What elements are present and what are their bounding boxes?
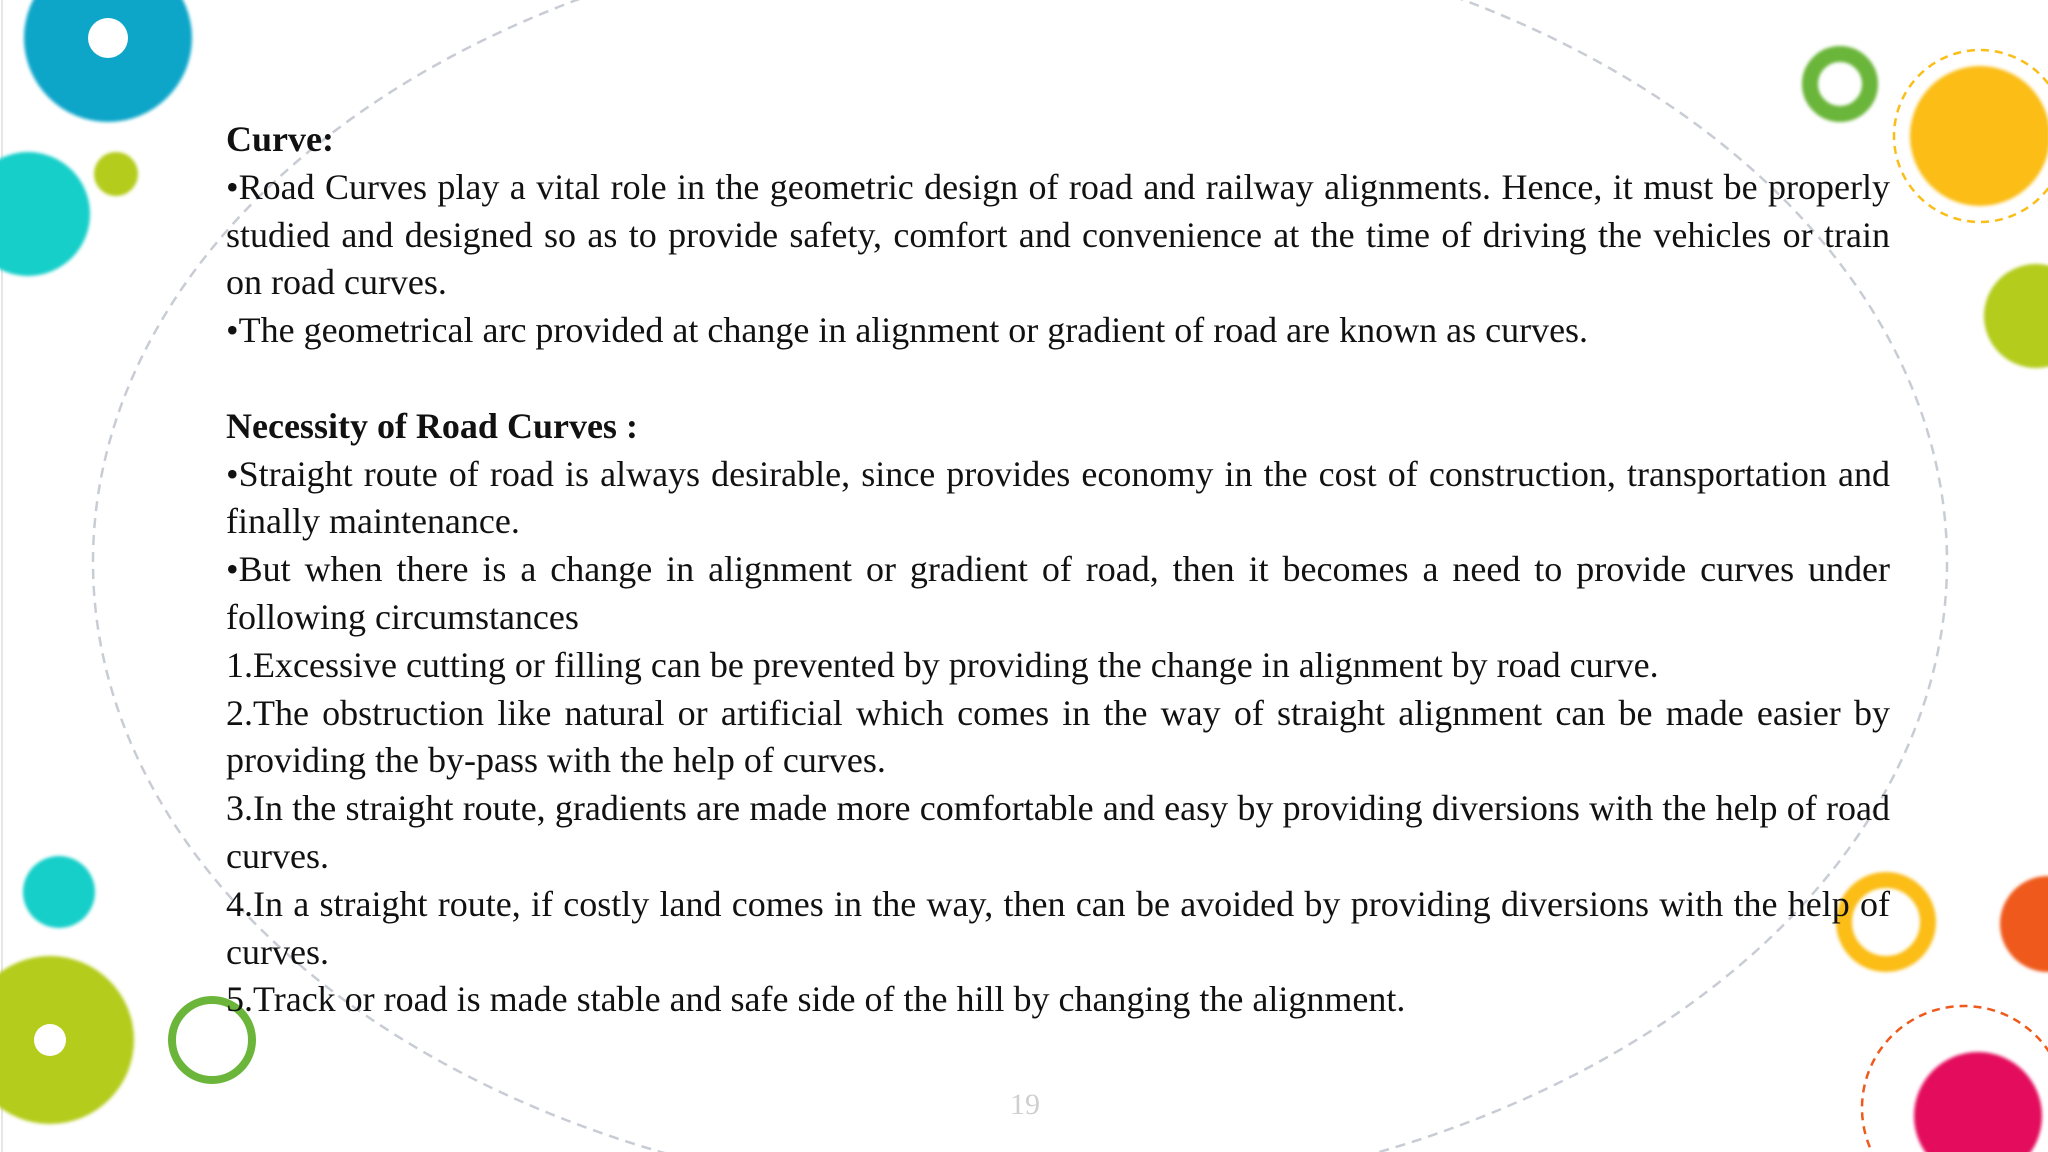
list-item-3: 3.In the straight route, gradients are made more comfortable and easy by providing diversions with the help of road curves. <box>226 788 1890 876</box>
blue-ring-hole <box>88 18 128 58</box>
slide-content <box>226 116 1890 1024</box>
teal-circle-bottom <box>23 856 95 928</box>
lime-ring-hole <box>34 1024 66 1056</box>
page-number: 19 <box>1010 1088 1040 1121</box>
list-item-2: 2.The obstruction like natural or artificial which comes in the way of straight alignment can be made easier by providing the by-pass with the help of curves. <box>226 692 1890 781</box>
list-item-4: 4.In a straight route, if costly land comes in the way, then can be avoided by providing diversions with the help of curves. <box>226 883 1890 972</box>
pink-circle <box>1914 1052 2042 1152</box>
curve-bullet-1: •Road Curves play a vital role in the geometric design of road and railway alignments. Hence, it must be properly studied and designed so as to provide safety, comfort and convenience at the time of driving the vehicles or train on road curves. <box>226 166 1890 303</box>
lime-circle-right <box>1984 264 2048 368</box>
list-item-5: 5.Track or road is made stable and safe side of the hill by changing the alignment. <box>226 979 1406 1020</box>
necessity-bullet-1: •Straight route of road is always desirable, since provides economy in the cost of construction, transportation and finally maintenance. <box>226 453 1890 542</box>
lime-ring-circle <box>0 956 134 1124</box>
curve-bullet-2: •The geometrical arc provided at change in alignment or gradient of road are known as curves. <box>226 310 1589 351</box>
green-ring-top-right <box>1810 54 1870 114</box>
teal-circle-top <box>0 152 90 276</box>
orange-circle <box>1910 66 2048 206</box>
lime-dot-small <box>94 152 138 196</box>
list-item-1: 1.Excessive cutting or filling can be prevented by providing the change in alignment by road curve. <box>226 644 1659 685</box>
red-orange-circle <box>2000 876 2048 972</box>
section-gap <box>226 355 1890 403</box>
curve-heading: Curve: <box>226 119 334 159</box>
necessity-bullet-2: •But when there is a change in alignment or gradient of road, then it becomes a need to provide curves under following circumstances <box>226 549 1890 637</box>
necessity-heading: Necessity of Road Curves : <box>226 405 638 446</box>
